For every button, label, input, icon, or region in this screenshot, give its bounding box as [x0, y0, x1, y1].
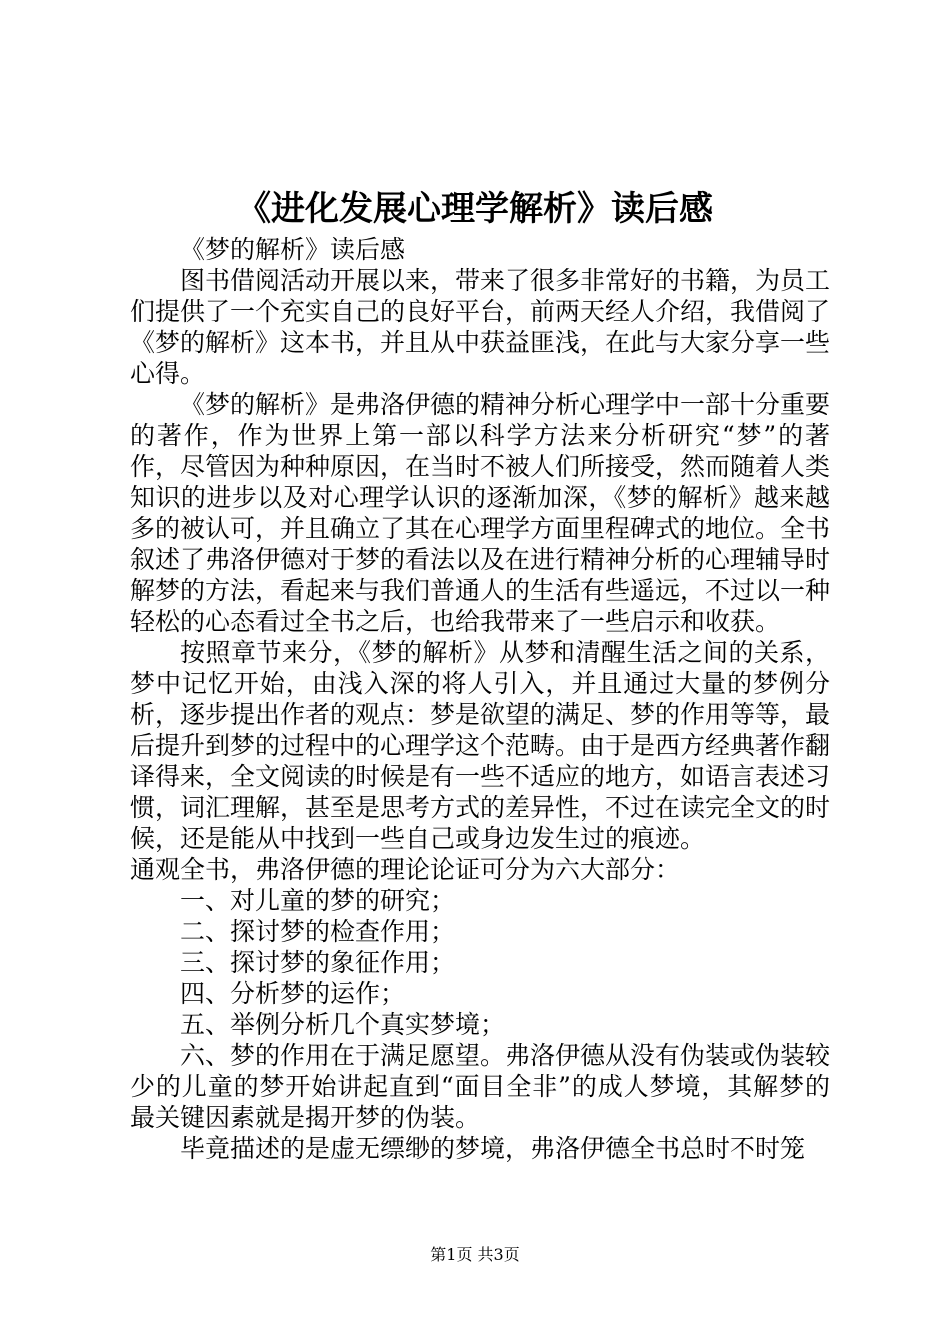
paragraph: 按照章节来分，《梦的解析》从梦和清醒生活之间的关系，梦中记忆开始，由浅入深的将人引入，并且通过大量的梦例分析，逐步提出作者的观点：梦是欲望的满足、梦的作用等等，最后提升到梦的过程中的心理学这个范畴。由于是西方经典著作翻译得来，全文阅读的时候是有一些不适应的地方，如语言表述习惯，词汇理解，甚至是思考方式的差异性，不过在读完全文的时候，还是能从中找到一些自己或身边发生过的痕迹。	[130, 638, 831, 853]
document-title: 《进化发展心理学解析》读后感	[237, 189, 713, 229]
document-body	[130, 234, 830, 1164]
paragraph: 通观全书，弗洛伊德的理论论证可分为六大部分：	[130, 855, 681, 884]
list-item: 五、举例分析几个真实梦境；	[180, 1010, 506, 1039]
paragraph: 毕竟描述的是虚无缥缈的梦境，弗洛伊德全书总时不时笼	[180, 1134, 806, 1163]
page-footer: 第1页 共3页	[430, 1245, 520, 1264]
list-item: 三、探讨梦的象征作用；	[180, 948, 456, 977]
list-item: 一、对儿童的梦的研究；	[180, 886, 456, 915]
list-item: 六、梦的作用在于满足愿望。弗洛伊德从没有伪装或伪装较少的儿童的梦开始讲起直到“面目全非”的成人梦境，其解梦的最关键因素就是揭开梦的伪装。	[130, 1041, 831, 1132]
list-item: 四、分析梦的运作；	[180, 979, 406, 1008]
paragraph: 《梦的解析》是弗洛伊德的精神分析心理学中一部十分重要的著作，作为世界上第一部以科学方法来分析研究“梦”的著作，尽管因为种种原因，在当时不被人们所接受，然而随着人类知识的进步以及对心理学认识的逐渐加深，《梦的解析》越来越多的被认可，并且确立了其在心理学方面里程碑式的地位。全书叙述了弗洛伊德对于梦的看法以及在进行精神分析的心理辅导时解梦的方法，看起来与我们普通人的生活有些遥远，不过以一种轻松的心态看过全书之后，也给我带来了一些启示和收获。	[130, 390, 831, 636]
list-item: 二、探讨梦的检查作用；	[180, 917, 456, 946]
paragraph-subtitle: 《梦的解析》读后感	[180, 235, 406, 264]
paragraph: 图书借阅活动开展以来，带来了很多非常好的书籍，为员工们提供了一个充实自己的良好平台，前两天经人介绍，我借阅了《梦的解析》这本书，并且从中获益匪浅，在此与大家分享一些心得。	[130, 266, 831, 388]
